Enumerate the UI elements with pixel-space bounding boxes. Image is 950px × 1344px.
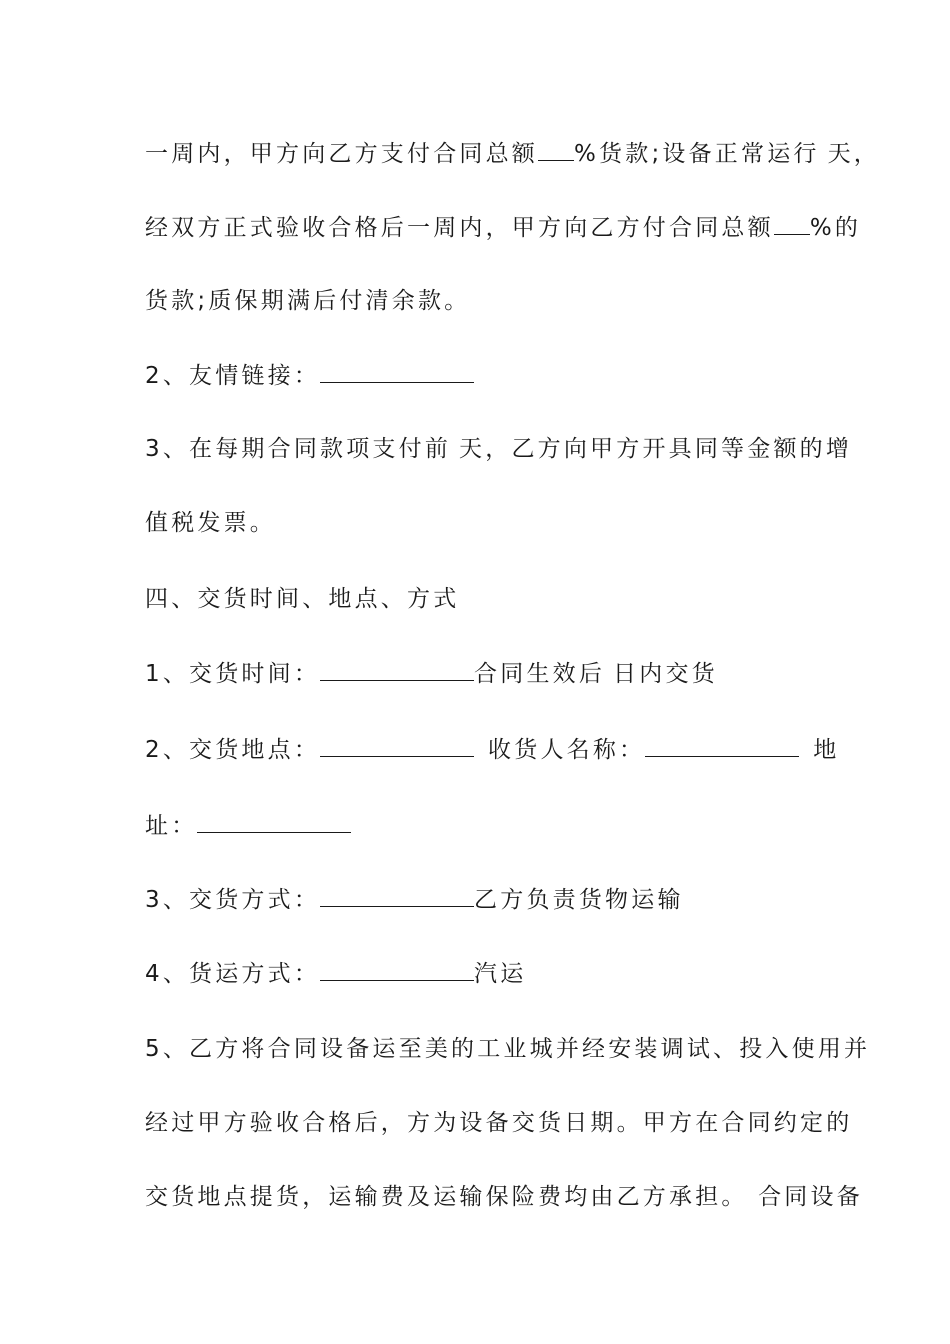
clause-5-line-2 xyxy=(145,1108,853,1138)
delivery-method-blank[interactable] xyxy=(320,884,474,907)
delivery-time-blank[interactable] xyxy=(320,658,474,681)
invoice-clause-text-b: 天，乙方向甲方开具同等金额的增 xyxy=(459,436,853,462)
delivery-place-blank[interactable] xyxy=(320,734,474,757)
delivery-method-after: 乙方负责货物运输 xyxy=(474,887,684,913)
percent-blank-1[interactable] xyxy=(538,138,574,161)
payment-terms-text-f: 货款;质保期满后付清余款。 xyxy=(145,288,471,314)
address-label-part-2: 址： xyxy=(145,813,198,839)
invoice-clause-text-c: 值税发票。 xyxy=(145,510,276,536)
delivery-time-label: 1、交货时间： xyxy=(145,661,321,687)
clause-5-text-2: 经过甲方验收合格后，方为设备交货日期。甲方在合同约定的 xyxy=(145,1110,853,1136)
consignee-name-blank[interactable] xyxy=(645,734,799,757)
freight-method-label: 4、货运方式： xyxy=(145,961,321,987)
payment-terms-text-e: %的 xyxy=(809,215,862,241)
payment-terms-line-3 xyxy=(145,286,825,316)
freight-method-blank[interactable] xyxy=(320,958,474,981)
payment-terms-text-d: 经双方正式验收合格后一周内，甲方向乙方付合同总额 xyxy=(145,215,774,241)
address-blank[interactable] xyxy=(197,810,351,833)
percent-blank-2[interactable] xyxy=(774,212,810,235)
payment-terms-text-a: 一周内，甲方向乙方支付合同总额 xyxy=(145,141,538,167)
friendly-link-line xyxy=(145,360,825,391)
clause-5-text-1: 5、乙方将合同设备运至美的工业城并经安装调试、投入使用并 xyxy=(145,1036,871,1062)
delivery-time-after: 合同生效后 xyxy=(474,661,606,687)
friendly-link-blank[interactable] xyxy=(320,360,474,383)
delivery-place-label: 2、交货地点： xyxy=(145,737,321,763)
clause-5-line-1 xyxy=(145,1034,871,1064)
delivery-place-line-2 xyxy=(145,810,825,841)
payment-terms-line-2 xyxy=(145,212,862,243)
friendly-link-label: 2、友情链接： xyxy=(145,363,321,389)
payment-terms-text-b: %货款;设备正常运行 xyxy=(574,141,820,167)
invoice-clause-text-a: 3、在每期合同款项支付前 xyxy=(145,436,452,462)
section-heading-delivery xyxy=(145,584,825,614)
clause-5-text-3: 交货地点提货，运输费及运输保险费均由乙方承担。 合同设备 xyxy=(145,1184,863,1210)
delivery-method-label: 3、交货方式： xyxy=(145,887,321,913)
delivery-time-line xyxy=(145,658,825,689)
invoice-clause-line-2 xyxy=(145,508,825,538)
clause-5-line-3 xyxy=(145,1182,863,1212)
invoice-clause-line-1 xyxy=(145,434,853,464)
section-heading-text: 四、交货时间、地点、方式 xyxy=(145,586,460,612)
delivery-place-line-1 xyxy=(145,734,840,765)
consignee-name-label: 收货人名称： xyxy=(488,737,646,763)
freight-method-line xyxy=(145,958,825,989)
freight-method-after: 汽运 xyxy=(474,961,527,987)
delivery-time-tail: 日内交货 xyxy=(613,661,718,687)
payment-terms-text-c: 天， xyxy=(827,141,881,167)
delivery-method-line xyxy=(145,884,825,915)
payment-terms-line-1 xyxy=(145,138,881,169)
address-label-part-1: 地 xyxy=(813,737,840,763)
